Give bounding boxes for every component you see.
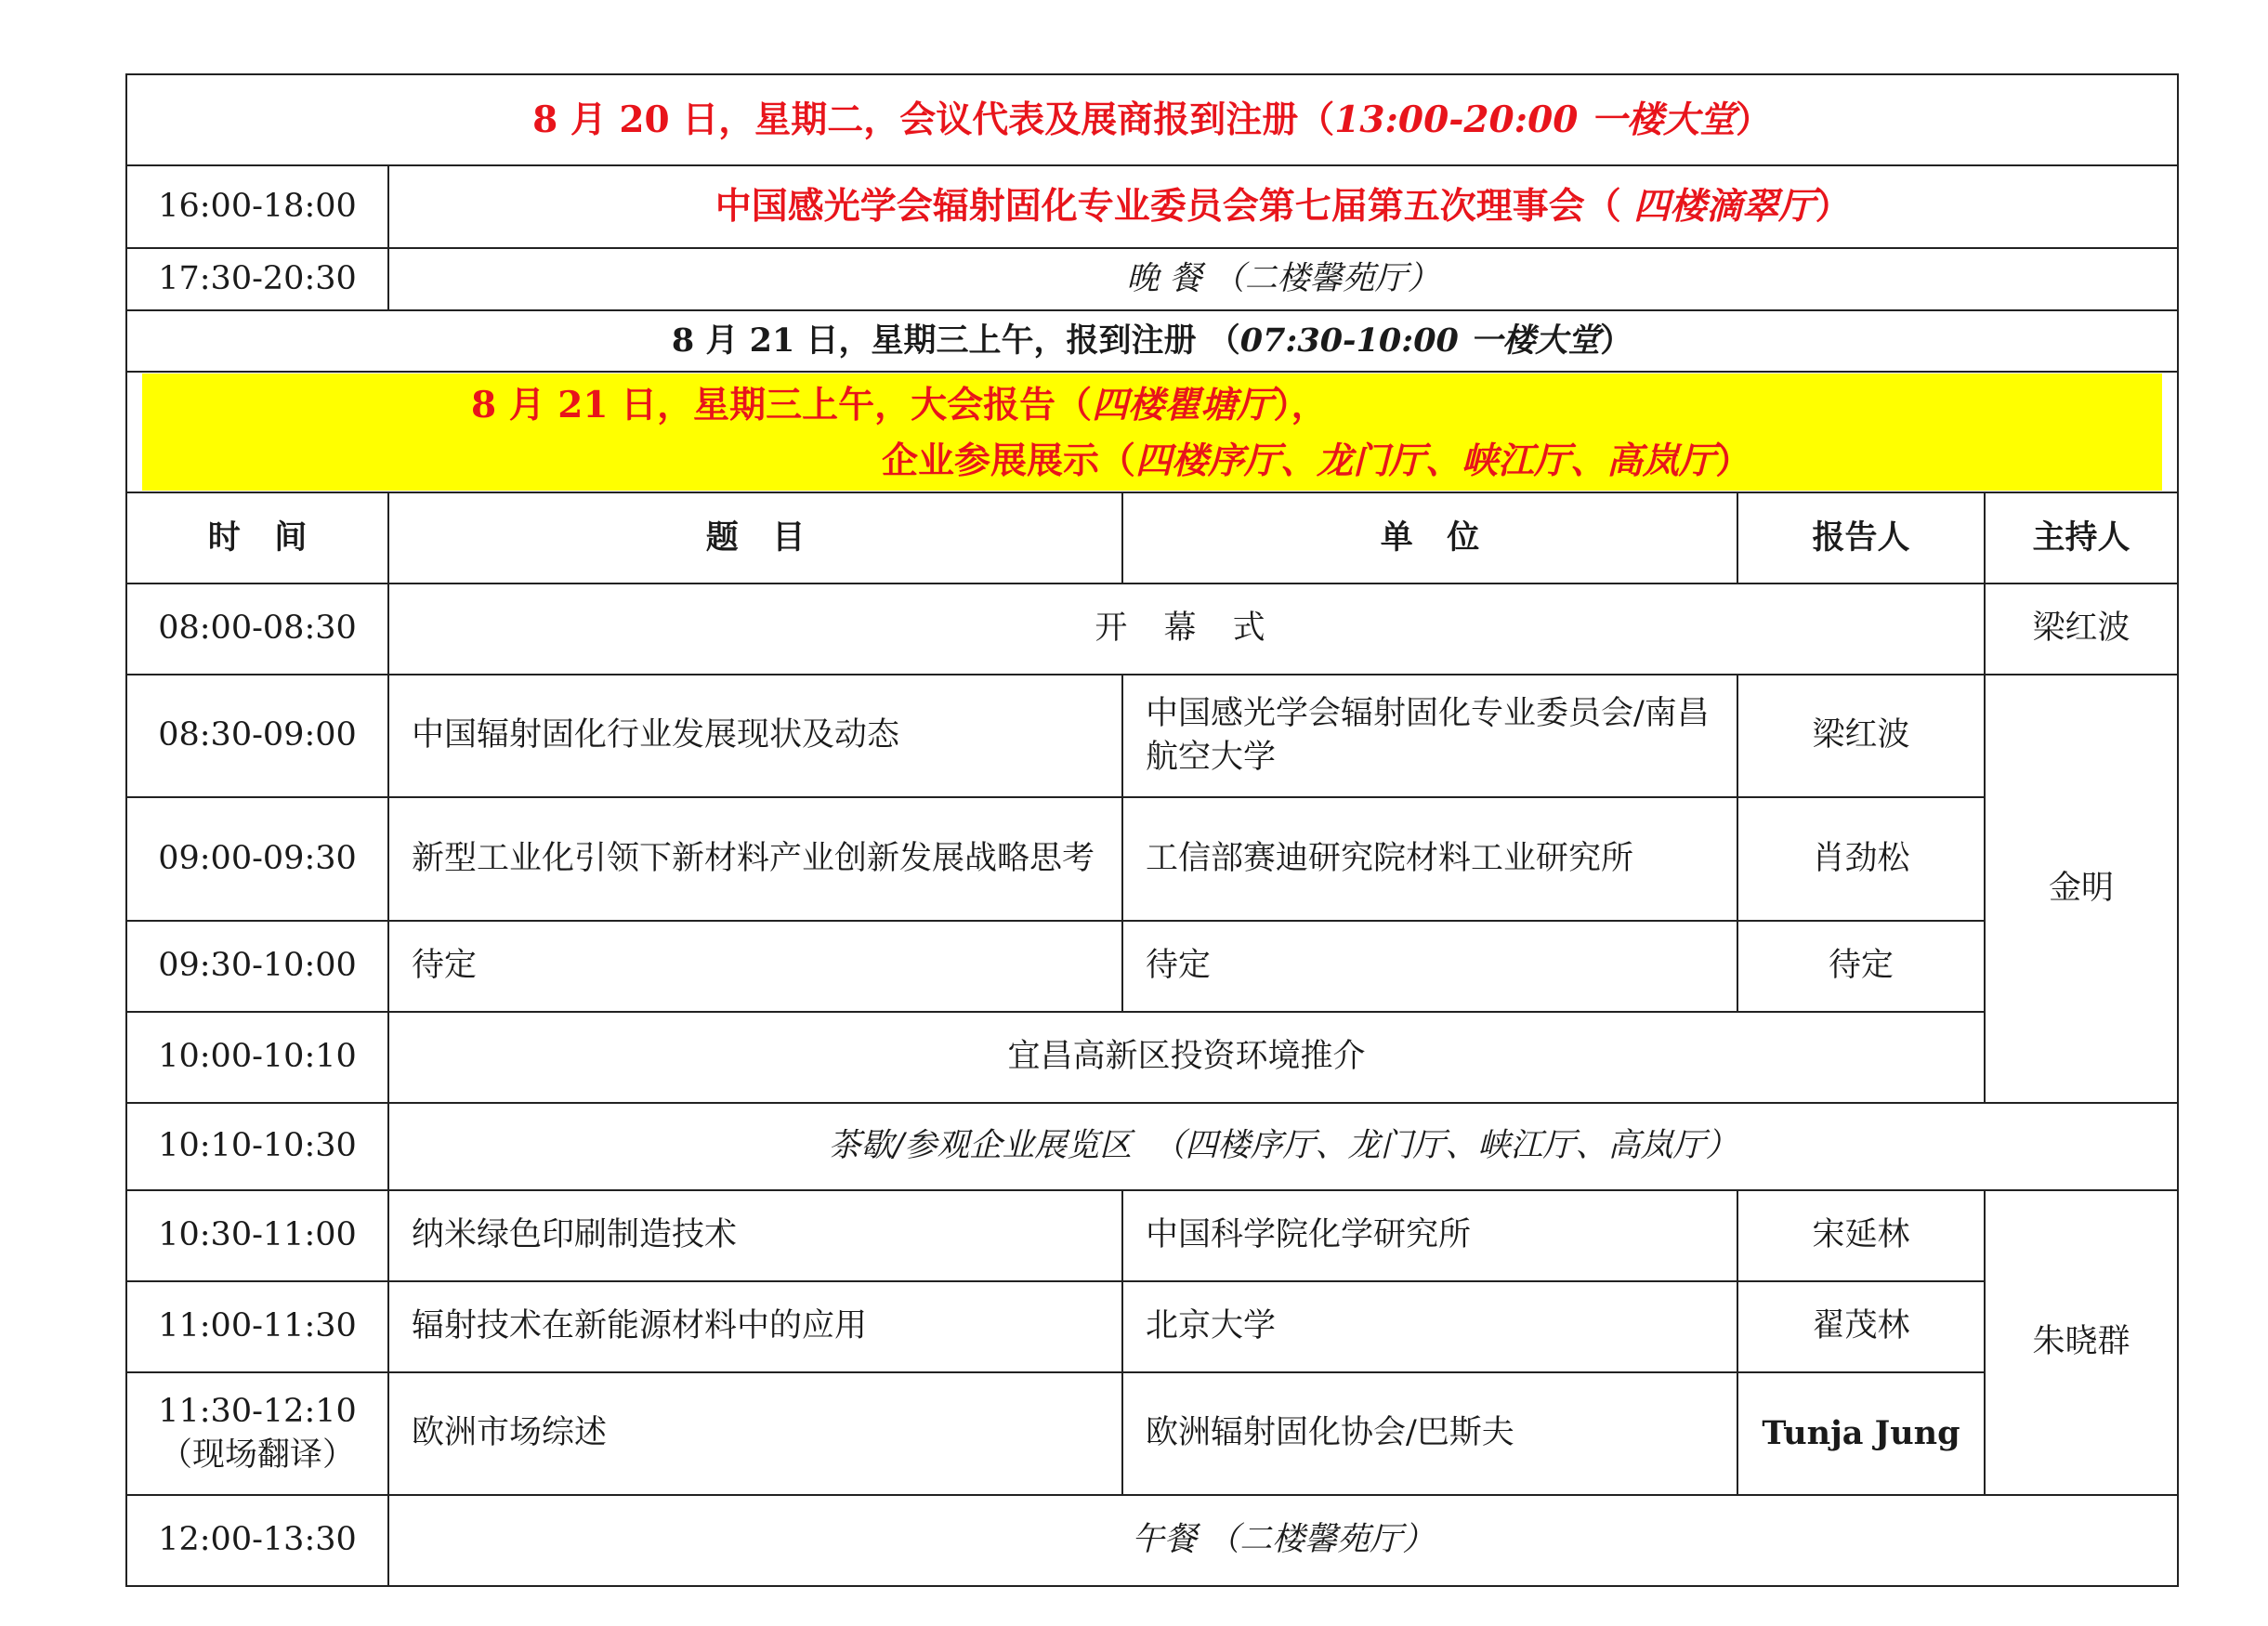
opening-time: 08:00-08:30	[126, 584, 388, 675]
row-topic: 纳米绿色印刷制造技术	[388, 1190, 1122, 1281]
row-unit: 待定	[1122, 921, 1737, 1012]
table-row	[126, 921, 2178, 1012]
dinner-text: 晚 餐 （二楼馨苑厅）	[388, 248, 2178, 310]
table-row	[126, 675, 2178, 797]
col-header-time: 时 间	[126, 492, 388, 584]
col-header-topic: 题 目	[388, 492, 1122, 584]
council-title: 中国感光学会辐射固化专业委员会第七届第五次理事会（ 四楼滴翠厅）	[388, 165, 2178, 248]
row-topic: 欧洲市场综述	[388, 1372, 1122, 1495]
row-unit: 北京大学	[1122, 1281, 1737, 1372]
day2-registration-cell: 8 月 21 日，星期三上午，报到注册 （07:30-10:00 一楼大堂）	[126, 310, 2178, 372]
column-header-row	[126, 492, 2178, 584]
table-row	[126, 1372, 2178, 1495]
lunch-row	[126, 1495, 2178, 1586]
table-row	[126, 797, 2178, 921]
row-unit: 欧洲辐射固化协会/巴斯夫	[1122, 1372, 1737, 1495]
col-header-host: 主持人	[1985, 492, 2178, 584]
day1-registration-cell: 8 月 20 日，星期二，会议代表及展商报到注册（13:00-20:00 一楼大堂）	[126, 74, 2178, 165]
row-speaker: 肖劲松	[1737, 797, 1985, 921]
row-topic: 待定	[388, 921, 1122, 1012]
row-time: 11:00-11:30	[126, 1281, 388, 1372]
session1-host: 金明	[1985, 675, 2178, 1103]
translation-note: （现场翻译）	[159, 1436, 355, 1474]
row-unit: 工信部赛迪研究院材料工业研究所	[1122, 797, 1737, 921]
promo-time: 10:00-10:10	[126, 1012, 388, 1103]
row-time: 08:30-09:00	[126, 675, 388, 797]
opening-title: 开 幕 式	[388, 584, 1985, 675]
row-time: 09:30-10:00	[126, 921, 388, 1012]
day1-registration-row	[126, 74, 2178, 165]
row-topic: 新型工业化引领下新材料产业创新发展战略思考	[388, 797, 1122, 921]
row-time: 10:30-11:00	[126, 1190, 388, 1281]
tea-break-row	[126, 1103, 2178, 1190]
row-unit: 中国感光学会辐射固化专业委员会/南昌航空大学	[1122, 675, 1737, 797]
promo-text: 宜昌高新区投资环境推介	[388, 1012, 1985, 1103]
row-speaker: 翟茂林	[1737, 1281, 1985, 1372]
row-speaker: 宋延林	[1737, 1190, 1985, 1281]
lunch-time: 12:00-13:30	[126, 1495, 388, 1586]
table-row	[126, 1190, 2178, 1281]
row-speaker: 梁红波	[1737, 675, 1985, 797]
dinner-time: 17:30-20:30	[126, 248, 388, 310]
session2-host: 朱晓群	[1985, 1190, 2178, 1495]
banner-line-1: 8 月 21 日，星期三上午，大会报告（四楼瞿塘厅），	[471, 384, 1328, 426]
row-time-cell	[126, 1372, 388, 1495]
row-topic: 辐射技术在新能源材料中的应用	[388, 1281, 1122, 1372]
tea-time: 10:10-10:30	[126, 1103, 388, 1190]
banner-cell	[126, 372, 2178, 492]
banner-line-2: 企业参展展示（四楼序厅、龙门厅、峡江厅、高岚厅）	[882, 439, 1752, 482]
row-speaker: Tunja Jung	[1737, 1372, 1985, 1495]
banner-row	[126, 372, 2178, 492]
row-unit: 中国科学院化学研究所	[1122, 1190, 1737, 1281]
promo-row	[126, 1012, 2178, 1103]
council-time: 16:00-18:00	[126, 165, 388, 248]
row-time: 11:30-12:10	[158, 1392, 357, 1430]
row-topic: 中国辐射固化行业发展现状及动态	[388, 675, 1122, 797]
day2-registration-row	[126, 310, 2178, 372]
opening-host: 梁红波	[1985, 584, 2178, 675]
col-header-speaker: 报告人	[1737, 492, 1985, 584]
dinner-row	[126, 248, 2178, 310]
row-speaker: 待定	[1737, 921, 1985, 1012]
tea-text: 茶歇/参观企业展览区 （四楼序厅、龙门厅、峡江厅、高岚厅）	[388, 1103, 2178, 1190]
council-row	[126, 165, 2178, 248]
lunch-text: 午餐 （二楼馨苑厅）	[388, 1495, 2178, 1586]
col-header-unit: 单 位	[1122, 492, 1737, 584]
schedule-table	[125, 73, 2179, 1587]
opening-row	[126, 584, 2178, 675]
row-time: 09:00-09:30	[126, 797, 388, 921]
table-row	[126, 1281, 2178, 1372]
highlight-banner	[142, 374, 2162, 491]
